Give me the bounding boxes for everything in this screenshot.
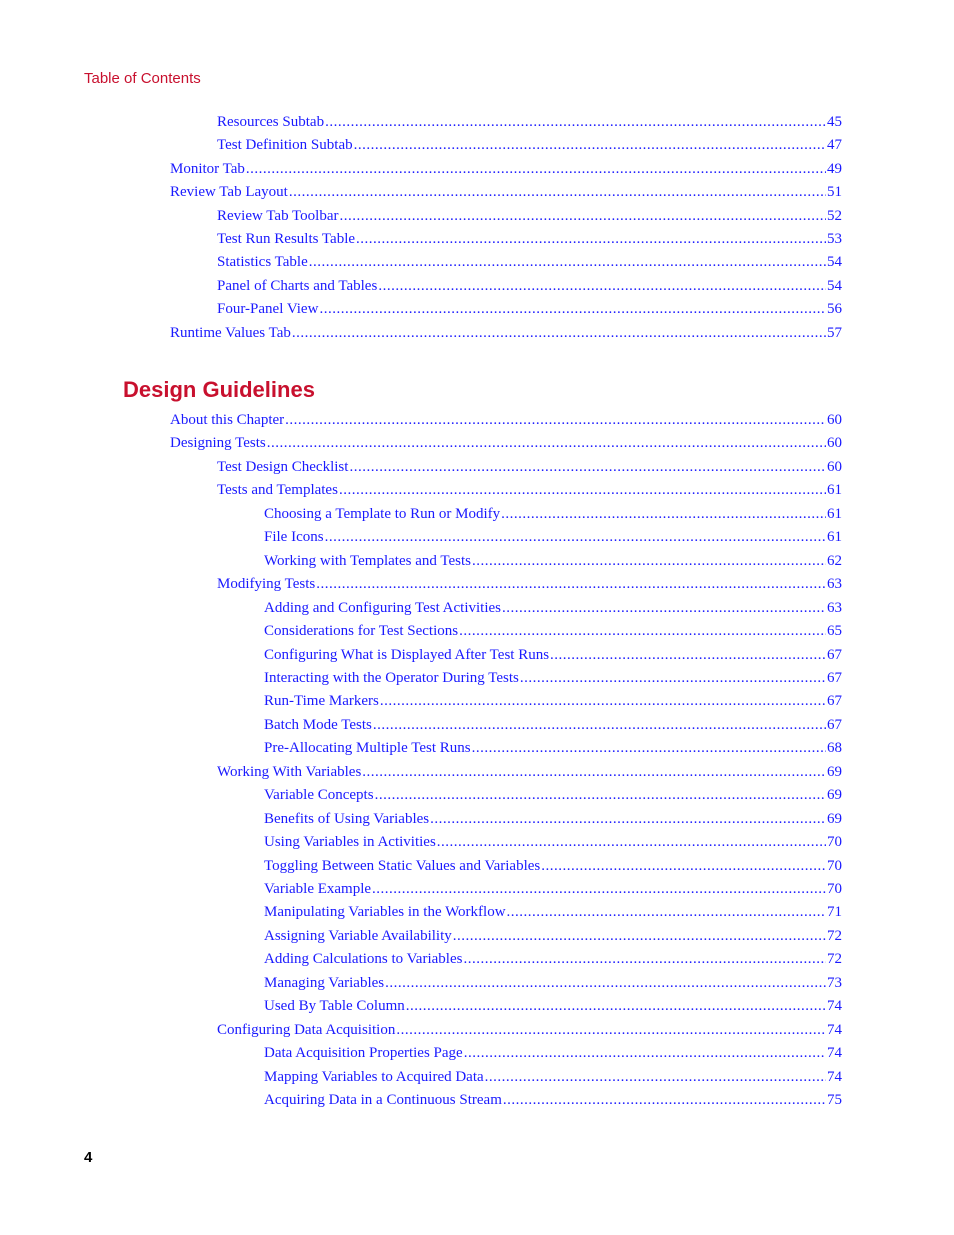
dot-leader <box>396 1020 826 1040</box>
toc-entry[interactable] <box>264 879 842 899</box>
toc-entry-page: 47 <box>827 137 842 154</box>
dot-leader <box>354 135 826 155</box>
toc-entry-title: Assigning Variable Availability <box>264 927 452 944</box>
toc-entry[interactable] <box>264 949 842 969</box>
toc-entry-title: Adding and Configuring Test Activities <box>264 599 501 616</box>
toc-entry[interactable] <box>264 973 842 993</box>
dot-leader <box>464 1043 826 1063</box>
running-header: Table of Contents <box>84 70 201 87</box>
dot-leader <box>267 433 826 453</box>
toc-entry[interactable] <box>170 182 842 202</box>
toc-entry-page: 63 <box>827 576 842 593</box>
dot-leader <box>325 112 826 132</box>
toc-entry-page: 67 <box>827 669 842 686</box>
toc-entry-title: Choosing a Template to Run or Modify <box>264 505 501 522</box>
toc-entry-title: About this Chapter <box>170 412 285 428</box>
section-heading: Design Guidelines <box>123 377 315 402</box>
toc-entry[interactable] <box>170 159 842 179</box>
toc-entry-title: Used By Table Column <box>264 998 405 1015</box>
toc-entry-title: Designing Tests <box>170 435 266 452</box>
toc-entry-page: 68 <box>827 740 842 757</box>
dot-leader <box>453 926 826 946</box>
toc-entry[interactable] <box>264 856 842 876</box>
dot-leader <box>340 206 827 226</box>
toc-entry-title: Statistics Table <box>217 254 308 271</box>
dot-leader <box>385 973 826 993</box>
toc-entry-page: 72 <box>827 951 842 968</box>
toc-entry-page: 52 <box>827 207 842 224</box>
dot-leader <box>507 902 826 922</box>
toc-entry-page: 49 <box>827 160 842 177</box>
toc-entry-page: 54 <box>827 277 842 294</box>
dot-leader <box>437 832 826 852</box>
toc-entry-page: 70 <box>827 881 842 897</box>
toc-entry-title: Using Variables in Activities <box>264 834 436 851</box>
toc-entry-title: Run-Time Markers <box>264 693 379 710</box>
toc-entry-page: 74 <box>827 998 842 1015</box>
toc-entry-title: Panel of Charts and Tables <box>217 277 378 294</box>
toc-entry-page: 70 <box>827 857 842 874</box>
toc-entry[interactable] <box>217 206 842 226</box>
dot-leader <box>325 527 826 547</box>
toc-entry[interactable] <box>264 715 842 735</box>
dot-leader <box>406 996 826 1016</box>
toc-entry-title: Modifying Tests <box>217 576 316 593</box>
toc-entry-title: Test Design Checklist <box>217 458 349 475</box>
toc-entry-page: 72 <box>827 927 842 944</box>
toc-entry-title: Batch Mode Tests <box>264 716 372 733</box>
dot-leader <box>472 738 826 758</box>
toc-entry-title: Four-Panel View <box>217 301 319 318</box>
toc-entry-title: Tests and Templates <box>217 482 338 499</box>
toc-entry[interactable] <box>217 762 842 782</box>
toc-entry[interactable] <box>264 691 842 711</box>
toc-entry-page: 67 <box>827 693 842 710</box>
toc-entry[interactable] <box>217 457 842 477</box>
toc-entry-title: Adding Calculations to Variables <box>264 951 463 968</box>
toc-entry-title: Configuring What is Displayed After Test Runs <box>264 646 550 663</box>
toc-entry-page: 74 <box>827 1068 842 1085</box>
toc-entry[interactable] <box>264 551 842 571</box>
toc-entry[interactable] <box>264 504 842 524</box>
toc-entry-title: Monitor Tab <box>170 160 245 177</box>
toc-entry[interactable] <box>217 276 842 296</box>
toc-entry-title: Working with Templates and Tests <box>264 552 471 569</box>
dot-leader <box>319 299 826 319</box>
toc-entry-page: 65 <box>827 623 842 640</box>
toc-entry-title: Acquiring Data in a Continuous Stream <box>264 1092 502 1109</box>
toc-entry[interactable] <box>217 299 842 319</box>
dot-leader <box>316 574 826 594</box>
toc-entry[interactable] <box>264 527 842 547</box>
toc-entry[interactable] <box>264 598 842 618</box>
toc-entry-title: Toggling Between Static Values and Variables <box>264 857 541 874</box>
toc-entry[interactable] <box>264 668 842 688</box>
toc-entry[interactable] <box>264 645 842 665</box>
toc-entry[interactable] <box>264 1067 842 1087</box>
dot-leader <box>309 252 826 272</box>
toc-entry-page: 51 <box>827 184 842 201</box>
dot-leader <box>289 182 826 202</box>
toc-entry-title: Benefits of Using Variables <box>264 810 430 827</box>
toc-entry-page: 73 <box>827 974 842 991</box>
dot-leader <box>459 621 826 641</box>
toc-entry-page: 57 <box>827 324 842 341</box>
toc-entry[interactable] <box>264 996 842 1016</box>
toc-entry-title: Interacting with the Operator During Tests <box>264 669 519 686</box>
toc-entry[interactable] <box>264 1043 842 1063</box>
dot-leader <box>349 457 826 477</box>
dot-leader <box>550 645 826 665</box>
toc-entry-page: 67 <box>827 646 842 663</box>
dot-leader <box>356 229 826 249</box>
dot-leader <box>380 691 826 711</box>
toc-entry[interactable] <box>217 1020 842 1040</box>
toc-entry-page: 56 <box>827 301 842 318</box>
toc-entry[interactable] <box>264 809 842 829</box>
toc-entry-page: 67 <box>827 716 842 733</box>
toc-entry-title: Review Tab Layout <box>170 184 288 201</box>
toc-entry-page: 54 <box>827 254 842 271</box>
dot-leader <box>503 1090 826 1110</box>
dot-leader <box>502 598 826 618</box>
toc-entry-title: Test Definition Subtab <box>217 137 353 154</box>
dot-leader <box>373 715 826 735</box>
dot-leader <box>372 879 826 899</box>
toc-entry-title: Managing Variables <box>264 974 385 991</box>
toc-entry-page: 75 <box>827 1092 842 1109</box>
toc-entry-title: Working With Variables <box>217 763 362 780</box>
toc-entry[interactable] <box>217 135 842 155</box>
dot-leader <box>362 762 826 782</box>
toc-entry[interactable] <box>264 785 842 805</box>
dot-leader <box>292 323 826 343</box>
toc-entry-page: 62 <box>827 552 842 569</box>
toc-entry-page: 61 <box>827 482 842 499</box>
toc-entry-title: Variable Example <box>264 881 372 897</box>
toc-entry-page: 69 <box>827 810 842 827</box>
toc-entry-title: Data Acquisition Properties Page <box>264 1045 463 1062</box>
toc-entry-title: Considerations for Test Sections <box>264 623 459 640</box>
toc-entry-page: 74 <box>827 1045 842 1062</box>
toc-entry-page: 69 <box>827 763 842 780</box>
toc-entry[interactable] <box>264 738 842 758</box>
toc-entry-page: 53 <box>827 231 842 247</box>
toc-entry[interactable] <box>264 926 842 946</box>
toc-entry-page: 69 <box>827 787 842 804</box>
dot-leader <box>485 1067 826 1087</box>
toc-entry[interactable] <box>170 433 842 453</box>
toc-entry-title: Review Tab Toolbar <box>217 207 339 224</box>
toc-entry[interactable] <box>264 832 842 852</box>
dot-leader <box>246 159 826 179</box>
toc-entry-title: Configuring Data Acquisition <box>217 1021 396 1038</box>
page-number: 4 <box>84 1149 93 1166</box>
toc-entry-title: Mapping Variables to Acquired Data <box>264 1068 484 1085</box>
toc-entry[interactable] <box>264 1090 842 1110</box>
dot-leader <box>463 949 826 969</box>
dot-leader <box>472 551 826 571</box>
toc-entry-page: 61 <box>827 529 842 546</box>
toc-entry[interactable] <box>170 410 842 430</box>
toc-entry[interactable] <box>217 574 842 594</box>
toc-entry-page: 60 <box>827 435 842 452</box>
toc-entry-page: 60 <box>827 412 842 428</box>
toc-entry-page: 61 <box>827 505 842 522</box>
toc-entry-title: Resources Subtab <box>217 114 325 130</box>
dot-leader <box>378 276 826 296</box>
toc-entry-page: 71 <box>827 904 842 921</box>
toc-entry-title: Test Run Results Table <box>217 231 356 247</box>
toc-entry-title: Pre-Allocating Multiple Test Runs <box>264 740 471 757</box>
toc-entry[interactable] <box>217 252 842 272</box>
toc-entry[interactable] <box>217 480 842 500</box>
dot-leader <box>541 856 826 876</box>
toc-entry-title: Variable Concepts <box>264 787 374 804</box>
toc-entry-page: 70 <box>827 834 842 851</box>
toc-entry[interactable] <box>170 323 842 343</box>
dot-leader <box>520 668 826 688</box>
dot-leader <box>285 410 826 430</box>
toc-entry[interactable] <box>217 229 842 249</box>
toc-entry-title: Runtime Values Tab <box>170 324 291 341</box>
toc-entry[interactable] <box>217 112 842 132</box>
dot-leader <box>375 785 826 805</box>
dot-leader <box>339 480 826 500</box>
toc-entry-title: Manipulating Variables in the Workflow <box>264 904 506 921</box>
toc-entry-page: 63 <box>827 599 842 616</box>
toc-entry-page: 60 <box>827 458 842 475</box>
dot-leader <box>430 809 826 829</box>
toc-entry[interactable] <box>264 621 842 641</box>
toc-entry-title: File Icons <box>264 529 324 546</box>
toc-entry[interactable] <box>264 902 842 922</box>
dot-leader <box>501 504 826 524</box>
toc-entry-page: 45 <box>827 114 842 130</box>
toc-entry-page: 74 <box>827 1021 842 1038</box>
